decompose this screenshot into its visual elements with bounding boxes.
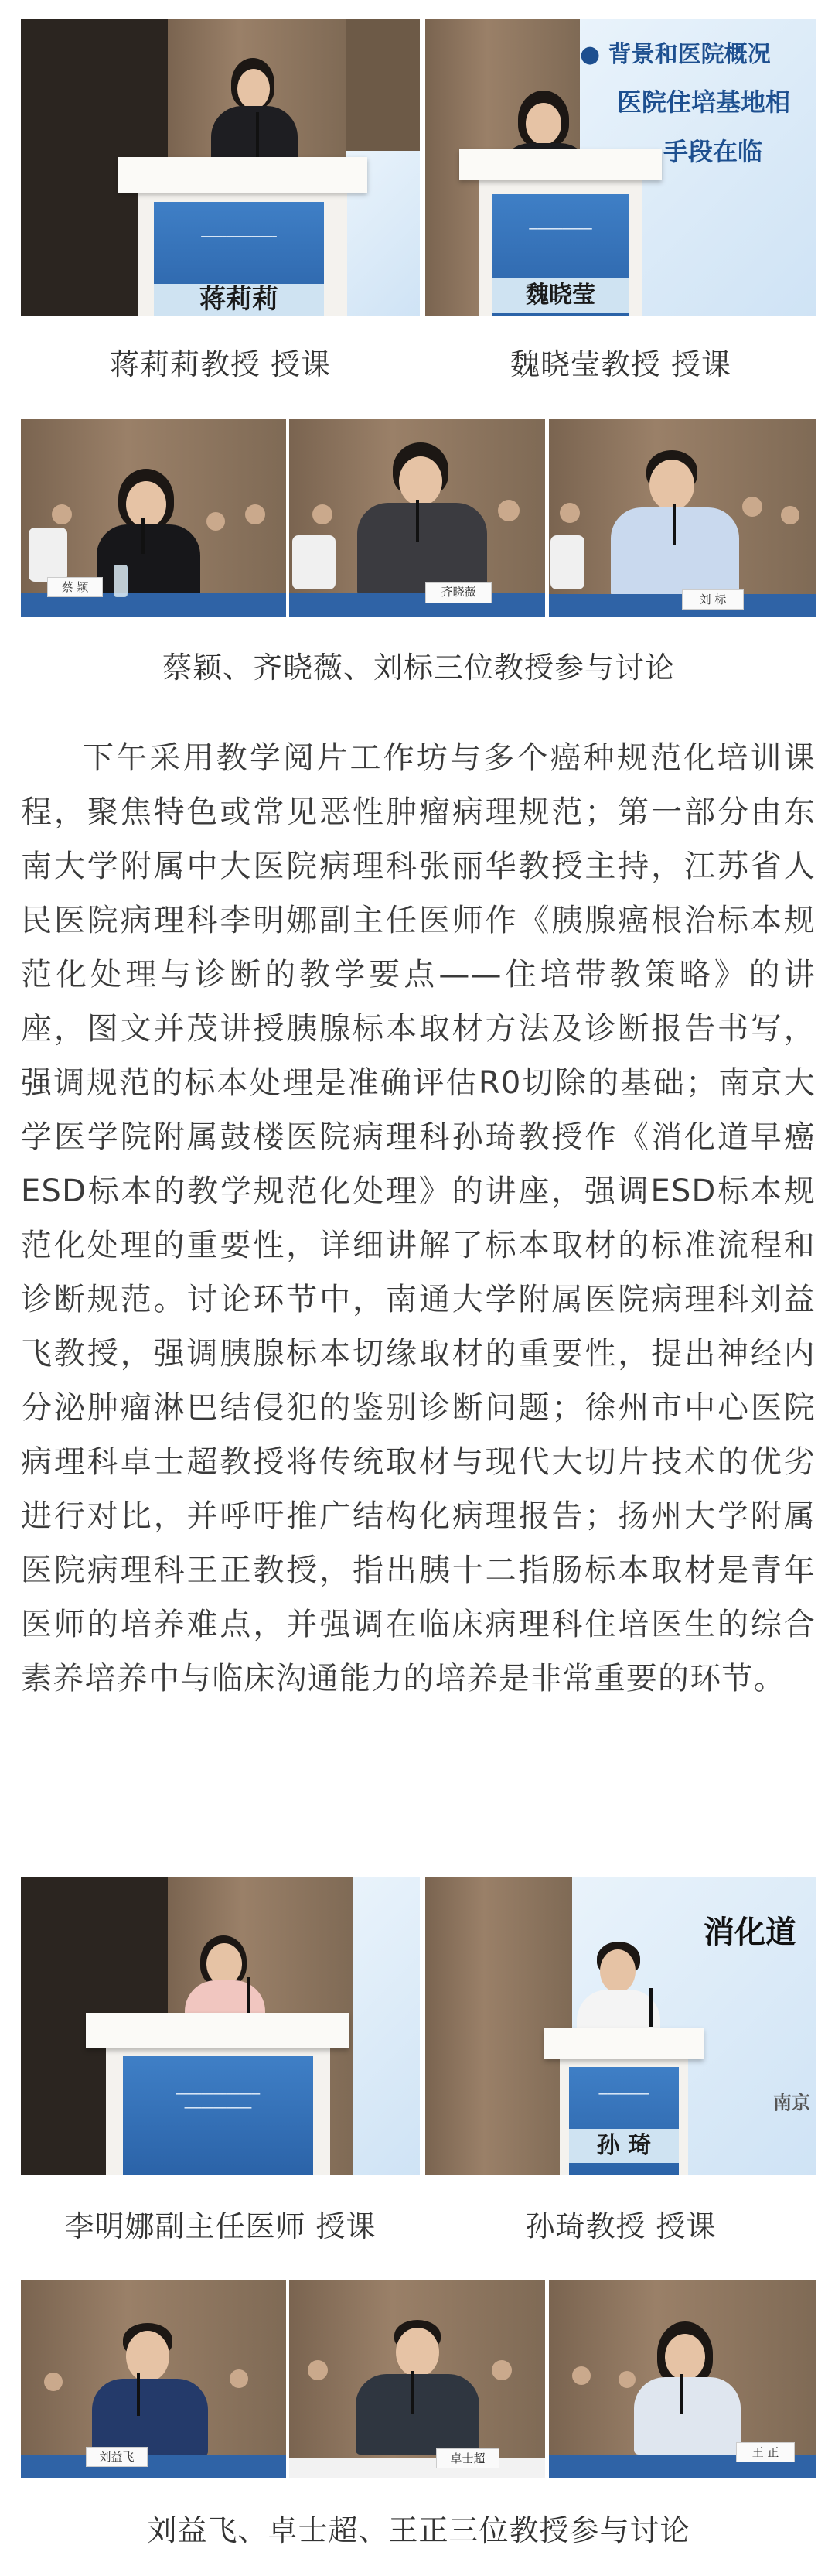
photo-discussion-qi-xiaowei [289,419,545,617]
chair [550,535,584,589]
podium-top [459,149,662,180]
slide-text-line: 消化道 [704,1915,796,1950]
article-paragraph: 下午采用教学阅片工作坊与多个癌种规范化培训课程，聚焦特色或常见恶性肿瘤病理规范；第一部分由东南大学附属中大医院病理科张丽华教授主持，江苏省人民医院病理科李明娜副主任医师作《胰腺癌根治标本规范化处理与诊断的教学要点——住培带教策略》的讲座，图文并茂讲授胰腺标本取材方法及诊断报告书写，强调规范的标本处理是准确评估R0切除的基础；南京大学医学院附属鼓楼医院病理科孙琦教授作《消化道早癌ESD标本的教学规范化处理》的讲座，强调ESD标本规范化处理的重要性，详细讲解了标本取材的标准流程和诊断规范。讨论环节中，南通大学附属医院病理科刘益飞教授，强调胰腺标本切缘取材的重要性，提出神经内分泌肿瘤淋巴结侵犯的鉴别诊断问题；徐州市中心医院病理科卓士超教授将传统取材与现代大切片技术的优劣进行对比，并呼吁推广结构化病理报告；扬州大学附属医院病理科王正教授，指出胰十二指肠标本取材是青年医师的培养难点，并强调在临床病理科住培医生的综合素养培养中与临床沟通能力的培养是非常重要的环节。 [21,740,816,1696]
speaker-face [126,481,166,528]
audience-member [492,2360,512,2380]
photo-discussion-wang-zheng [549,2280,816,2478]
podium-top [86,2013,349,2048]
podium-name-card: 魏晓莹 [492,278,629,313]
photo-discussion-cai-ying [21,419,286,617]
speaker-face [665,2334,705,2380]
discussion-table [21,2455,286,2478]
audience-member [44,2373,63,2391]
podium-banner [569,2067,679,2175]
speaker-body [97,524,200,602]
audience-member [230,2369,248,2388]
audience-member [619,2371,636,2388]
nameplate: 卓士超 [436,2448,499,2468]
podium-banner [154,202,324,316]
slide-text-line: ● 背景和医院概况 [580,41,771,68]
audience-member [245,504,265,524]
audience-member [312,504,332,524]
slide-text-line: 手段在临 [663,137,763,166]
audience-member [560,503,580,523]
speaker-face [396,2328,439,2377]
slide-text-line: 医院住培基地相 [617,87,791,117]
speaker-face [206,1943,242,1985]
podium-top [118,157,367,193]
photo-caption: 蒋莉莉教授 授课 [109,347,332,381]
water-bottle [114,565,128,597]
podium-banner [492,194,629,316]
microphone [649,1988,653,2027]
speaker-face [399,456,442,506]
photo-caption: 孙琦教授 授课 [525,2209,717,2243]
chair [292,535,336,589]
photo-caption: 蔡颖、齐晓薇、刘标三位教授参与讨论 [162,651,675,685]
photo-discussion-liu-biao [549,419,816,617]
podium-banner-text: ━━━━━━━━━━━━━━━━━━ [201,234,277,241]
nameplate: 刘 标 [682,589,744,610]
microphone [673,504,676,545]
photo-li-mingna [21,1877,420,2175]
microphone [411,2371,414,2414]
microphone [416,500,419,542]
projection-screen [353,1877,420,2175]
slide-text-line: 南京 [773,2092,810,2113]
photo-jiang-lili [21,19,420,316]
nameplate: 齐晓薇 [425,582,492,603]
speaker-face [649,460,694,511]
speaker-face [126,2331,169,2382]
nameplate: 蔡 颖 [47,577,103,597]
photo-wei-xiaoying [425,19,816,316]
photo-discussion-liu-yifei [21,2280,286,2478]
microphone [137,2373,140,2416]
photo-caption: 李明娜副主任医师 授课 [64,2209,377,2243]
chair [29,528,67,582]
podium-banner [123,2056,313,2175]
audience-member [498,500,520,521]
audience-member [206,512,225,531]
discussion-table [289,593,545,617]
speaker-face [237,69,270,109]
podium-top [544,2028,704,2059]
photo-caption: 刘益飞、卓士超、王正三位教授参与讨论 [147,2513,690,2547]
audience-member [781,506,799,524]
discussion-table [289,2458,545,2478]
audience-member [742,497,762,517]
audience-member [308,2360,328,2380]
microphone [256,112,259,159]
audience-member [572,2366,591,2385]
podium-banner-text: ━━━━━━━━━━━━ [598,2091,649,2099]
photo-discussion-zhuo-shichao [289,2280,545,2478]
podium-banner-text: ━━━━━━━━━━━━━━━━━━━━ [176,2091,261,2099]
speaker-body [92,2379,208,2456]
photo-sun-qi [425,1877,816,2175]
speaker-body [634,2377,741,2455]
speaker-face [600,1949,636,1993]
audience-member [52,504,72,524]
nameplate: 王 正 [736,2442,795,2462]
photo-background [425,1877,572,2175]
podium-name-card: 蒋莉莉 [154,284,324,316]
photo-caption: 魏晓莹教授 授课 [510,347,732,381]
podium-banner-text: ━━━━━━━━━━━━━━━━ [184,2105,252,2113]
microphone [680,2374,683,2414]
speaker-face [526,103,561,145]
speaker-body [356,2374,479,2455]
microphone [141,518,145,554]
podium-banner-text: ━━━━━━━━━━━━━━━ [529,226,592,234]
nameplate: 刘益飞 [86,2447,148,2467]
podium-name-card: 孙 琦 [569,2129,679,2163]
